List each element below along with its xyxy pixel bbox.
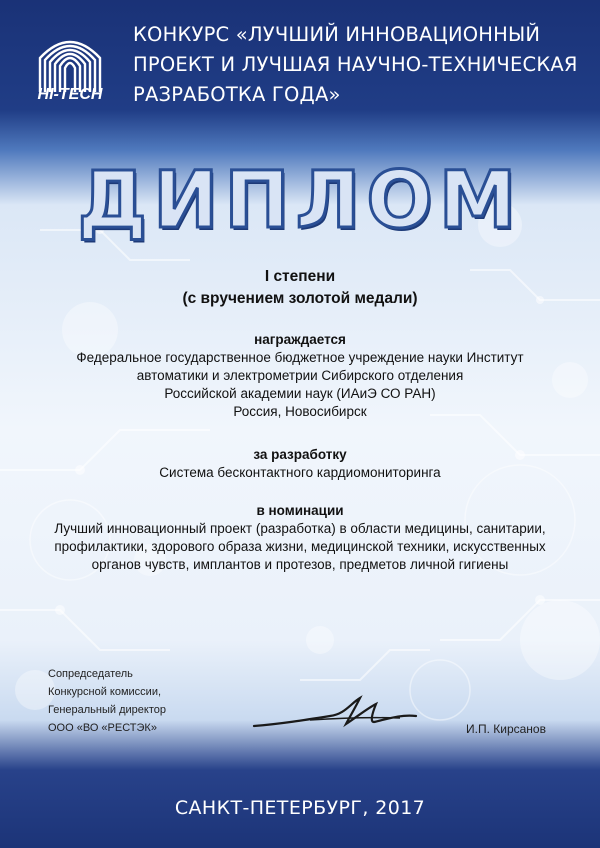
development-block: [40, 446, 560, 482]
nomination-line: Лучший инновационный проект (разработка) в области медицины, санитарии,: [54, 521, 546, 536]
nomination-line: профилактики, здорового образа жизни, медицинской техники, искусственных: [54, 539, 546, 554]
footer-city-year: САНКТ-ПЕТЕРБУРГ, 2017: [174, 797, 426, 819]
degree-medal-line: (с вручением золотой медали): [182, 290, 418, 307]
signature: [250, 690, 420, 740]
contest-title-line: РАЗРАБОТКА ГОДА»: [133, 83, 341, 106]
recipient: [40, 349, 560, 421]
signer-name: И.П. Кирсанов: [466, 722, 546, 736]
recipient-line: Федеральное государственное бюджетное учреждение науки Институт: [76, 350, 524, 365]
degree-line: I степени: [264, 268, 336, 285]
signer-title-line: Сопредседатель: [48, 668, 133, 680]
signer-title-line: Генеральный директор: [48, 704, 166, 716]
nomination-line: органов чувств, имплантов и протезов, предметов личной гигиены: [91, 557, 509, 572]
recipient-line: Российской академии наук (ИАиЭ СО РАН): [164, 386, 436, 401]
diploma-title: ДИПЛОМ: [77, 156, 523, 246]
nomination-text: [40, 520, 560, 574]
signer-title-line: ООО «ВО «РЕСТЭК»: [48, 722, 157, 734]
contest-title-line: ПРОЕКТ И ЛУЧШАЯ НАУЧНО-ТЕХНИЧЕСКАЯ: [133, 53, 578, 76]
development-label: за разработку: [253, 447, 347, 462]
nomination-block: [40, 502, 560, 574]
awarded-block: [40, 331, 560, 421]
nomination-label: в номинации: [256, 503, 344, 518]
signer-title: [48, 665, 248, 737]
contest-title: [133, 20, 583, 110]
signer-title-line: Конкурсной комиссии,: [48, 686, 162, 698]
awarded-label: награждается: [254, 332, 346, 347]
recipient-line: автоматики и электрометрии Сибирского отделения: [136, 368, 464, 383]
contest-title-line: КОНКУРС «ЛУЧШИЙ ИННОВАЦИОННЫЙ: [133, 23, 541, 46]
degree-block: [40, 266, 560, 310]
development-name: Система бесконтактного кардиомониторинга: [159, 465, 441, 480]
recipient-location: Россия, Новосибирск: [233, 404, 367, 419]
logo-text: HI-TECH: [37, 86, 103, 103]
